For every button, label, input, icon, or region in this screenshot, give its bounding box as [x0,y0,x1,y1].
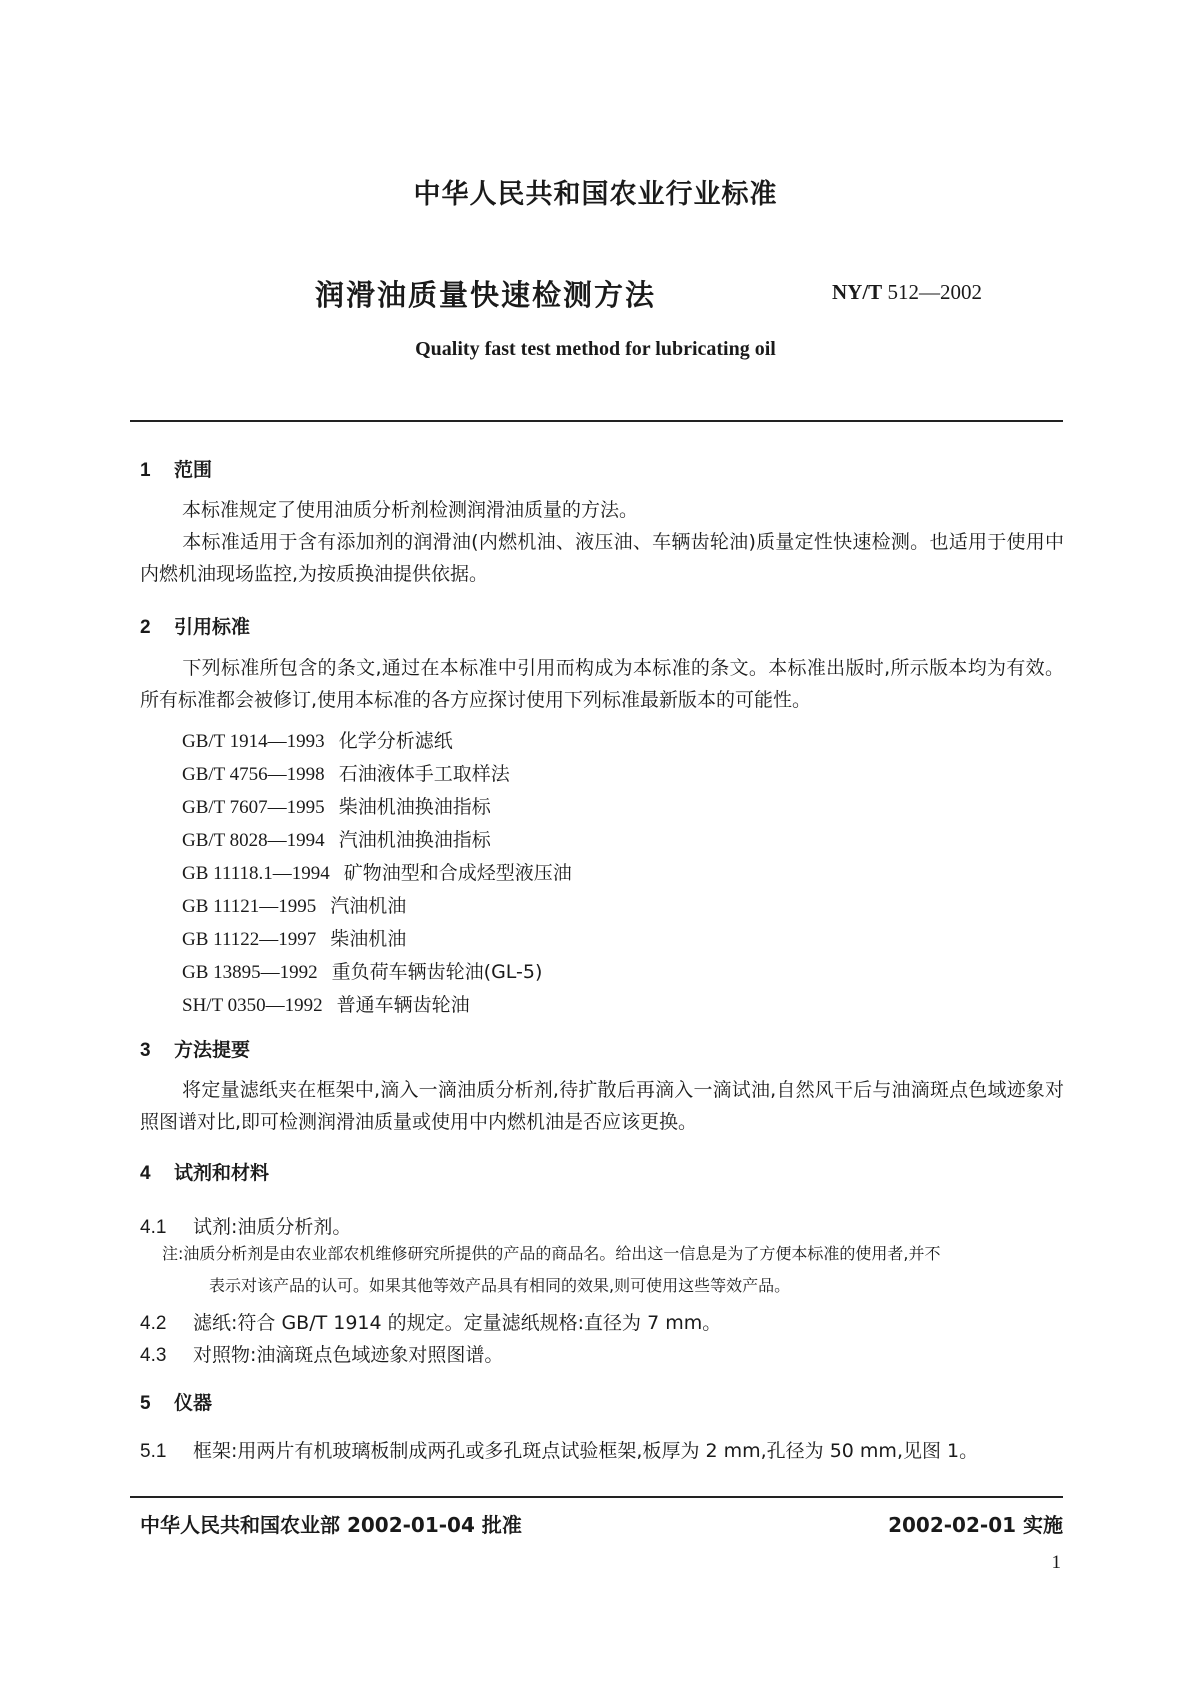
section-number: 1 [140,460,151,481]
section-title: 试剂和材料 [174,1162,270,1184]
reference-item [182,857,572,890]
section-number: 5 [140,1393,151,1414]
subclause-4-1 [140,1212,351,1239]
subclause-number: 4.2 [140,1313,167,1334]
section-title: 范围 [174,459,213,481]
section-number: 4 [140,1163,151,1184]
reference-title: 普通车辆齿轮油 [336,994,470,1016]
reference-item [182,989,572,1022]
standard-prefix: NY/T [832,280,883,304]
reference-title: 柴油机油 [330,928,407,950]
paragraph: 将定量滤纸夹在框架中,滴入一滴油质分析剂,待扩散后再滴入一滴试油,自然风干后与油滴斑点色域迹象对照图谱对比,即可检测润滑油质量或使用中内燃机油是否应该更换。 [140,1079,1064,1133]
reference-code: GB/T 8028—1994 [182,830,325,851]
paragraph: 本标准规定了使用油质分析剂检测润滑油质量的方法。 [182,499,639,521]
subclause-4-3 [140,1340,503,1367]
header-rule [130,420,1063,422]
reference-code: GB/T 1914—1993 [182,731,325,752]
section-heading-2 [140,612,250,639]
subclause-number: 4.1 [140,1217,167,1238]
subclause-text: 试剂:油质分析剂。 [193,1216,352,1238]
paragraph: 本标准适用于含有添加剂的润滑油(内燃机油、液压油、车辆齿轮油)质量定性快速检测。也适用于使用中内燃机油现场监控,为按质换油提供依据。 [140,531,1064,585]
reference-code: GB 13895—1992 [182,962,318,983]
english-title: Quality fast test method for lubricating oil [415,338,776,360]
effective-date: 2002-02-01 实施 [888,1513,1063,1537]
section-number: 3 [140,1040,151,1061]
reference-title: 石油液体手工取样法 [338,763,510,785]
reference-code: GB/T 4756—1998 [182,764,325,785]
reference-item [182,923,572,956]
reference-title: 矿物油型和合成烃型液压油 [343,862,572,884]
org-title: 中华人民共和国农业行业标准 [413,179,778,210]
reference-item [182,758,572,791]
reference-item [182,956,572,989]
reference-code: GB 11122—1997 [182,929,317,950]
reference-list [182,725,572,1022]
reference-title: 重负荷车辆齿轮油(GL-5) [331,961,543,983]
reference-code: GB/T 7607—1995 [182,797,325,818]
subclause-text: 滤纸:符合 GB/T 1914 的规定。定量滤纸规格:直径为 7 mm。 [193,1312,722,1334]
page-number: 1 [1051,1552,1061,1573]
doc-title: 润滑油质量快速检测方法 [315,278,657,312]
subclause-5-1 [140,1436,978,1463]
reference-code: GB 11121—1995 [182,896,317,917]
reference-item [182,824,572,857]
subclause-number: 4.3 [140,1345,167,1366]
reference-title: 汽油机油 [330,895,407,917]
reference-title: 化学分析滤纸 [338,730,453,752]
footer-rule [130,1496,1063,1498]
section-title: 仪器 [174,1392,213,1414]
note-line-1: 注:油质分析剂是由农业部农机维修研究所提供的产品的商品名。给出这一信息是为了方便本标准的使用者,并不 [162,1244,941,1263]
section-heading-4 [140,1158,269,1185]
approval-line: 中华人民共和国农业部 2002-01-04 批准 [140,1513,522,1537]
subclause-4-2 [140,1308,721,1335]
reference-code: SH/T 0350—1992 [182,995,323,1016]
reference-item [182,725,572,758]
subclause-text: 框架:用两片有机玻璃板制成两孔或多孔斑点试验框架,板厚为 2 mm,孔径为 50 mm,见图 1。 [193,1440,979,1462]
section-number: 2 [140,617,151,638]
standard-code [832,280,982,305]
standard-number: 512—2002 [887,280,982,304]
section-heading-1 [140,455,212,482]
section-heading-3 [140,1035,250,1062]
reference-code: GB 11118.1—1994 [182,863,330,884]
reference-item [182,791,572,824]
section-title: 方法提要 [174,1039,251,1061]
subclause-text: 对照物:油滴斑点色域迹象对照图谱。 [193,1344,504,1366]
reference-title: 汽油机油换油指标 [338,829,491,851]
section-title: 引用标准 [174,616,251,638]
paragraph: 下列标准所包含的条文,通过在本标准中引用而构成为本标准的条文。本标准出版时,所示版本均为有效。所有标准都会被修订,使用本标准的各方应探讨使用下列标准最新版本的可能性。 [140,657,1064,711]
reference-title: 柴油机油换油指标 [338,796,491,818]
reference-item [182,890,572,923]
note-line-2: 表示对该产品的认可。如果其他等效产品具有相同的效果,则可使用这些等效产品。 [209,1276,791,1295]
section-heading-5 [140,1388,212,1415]
subclause-number: 5.1 [140,1441,167,1462]
